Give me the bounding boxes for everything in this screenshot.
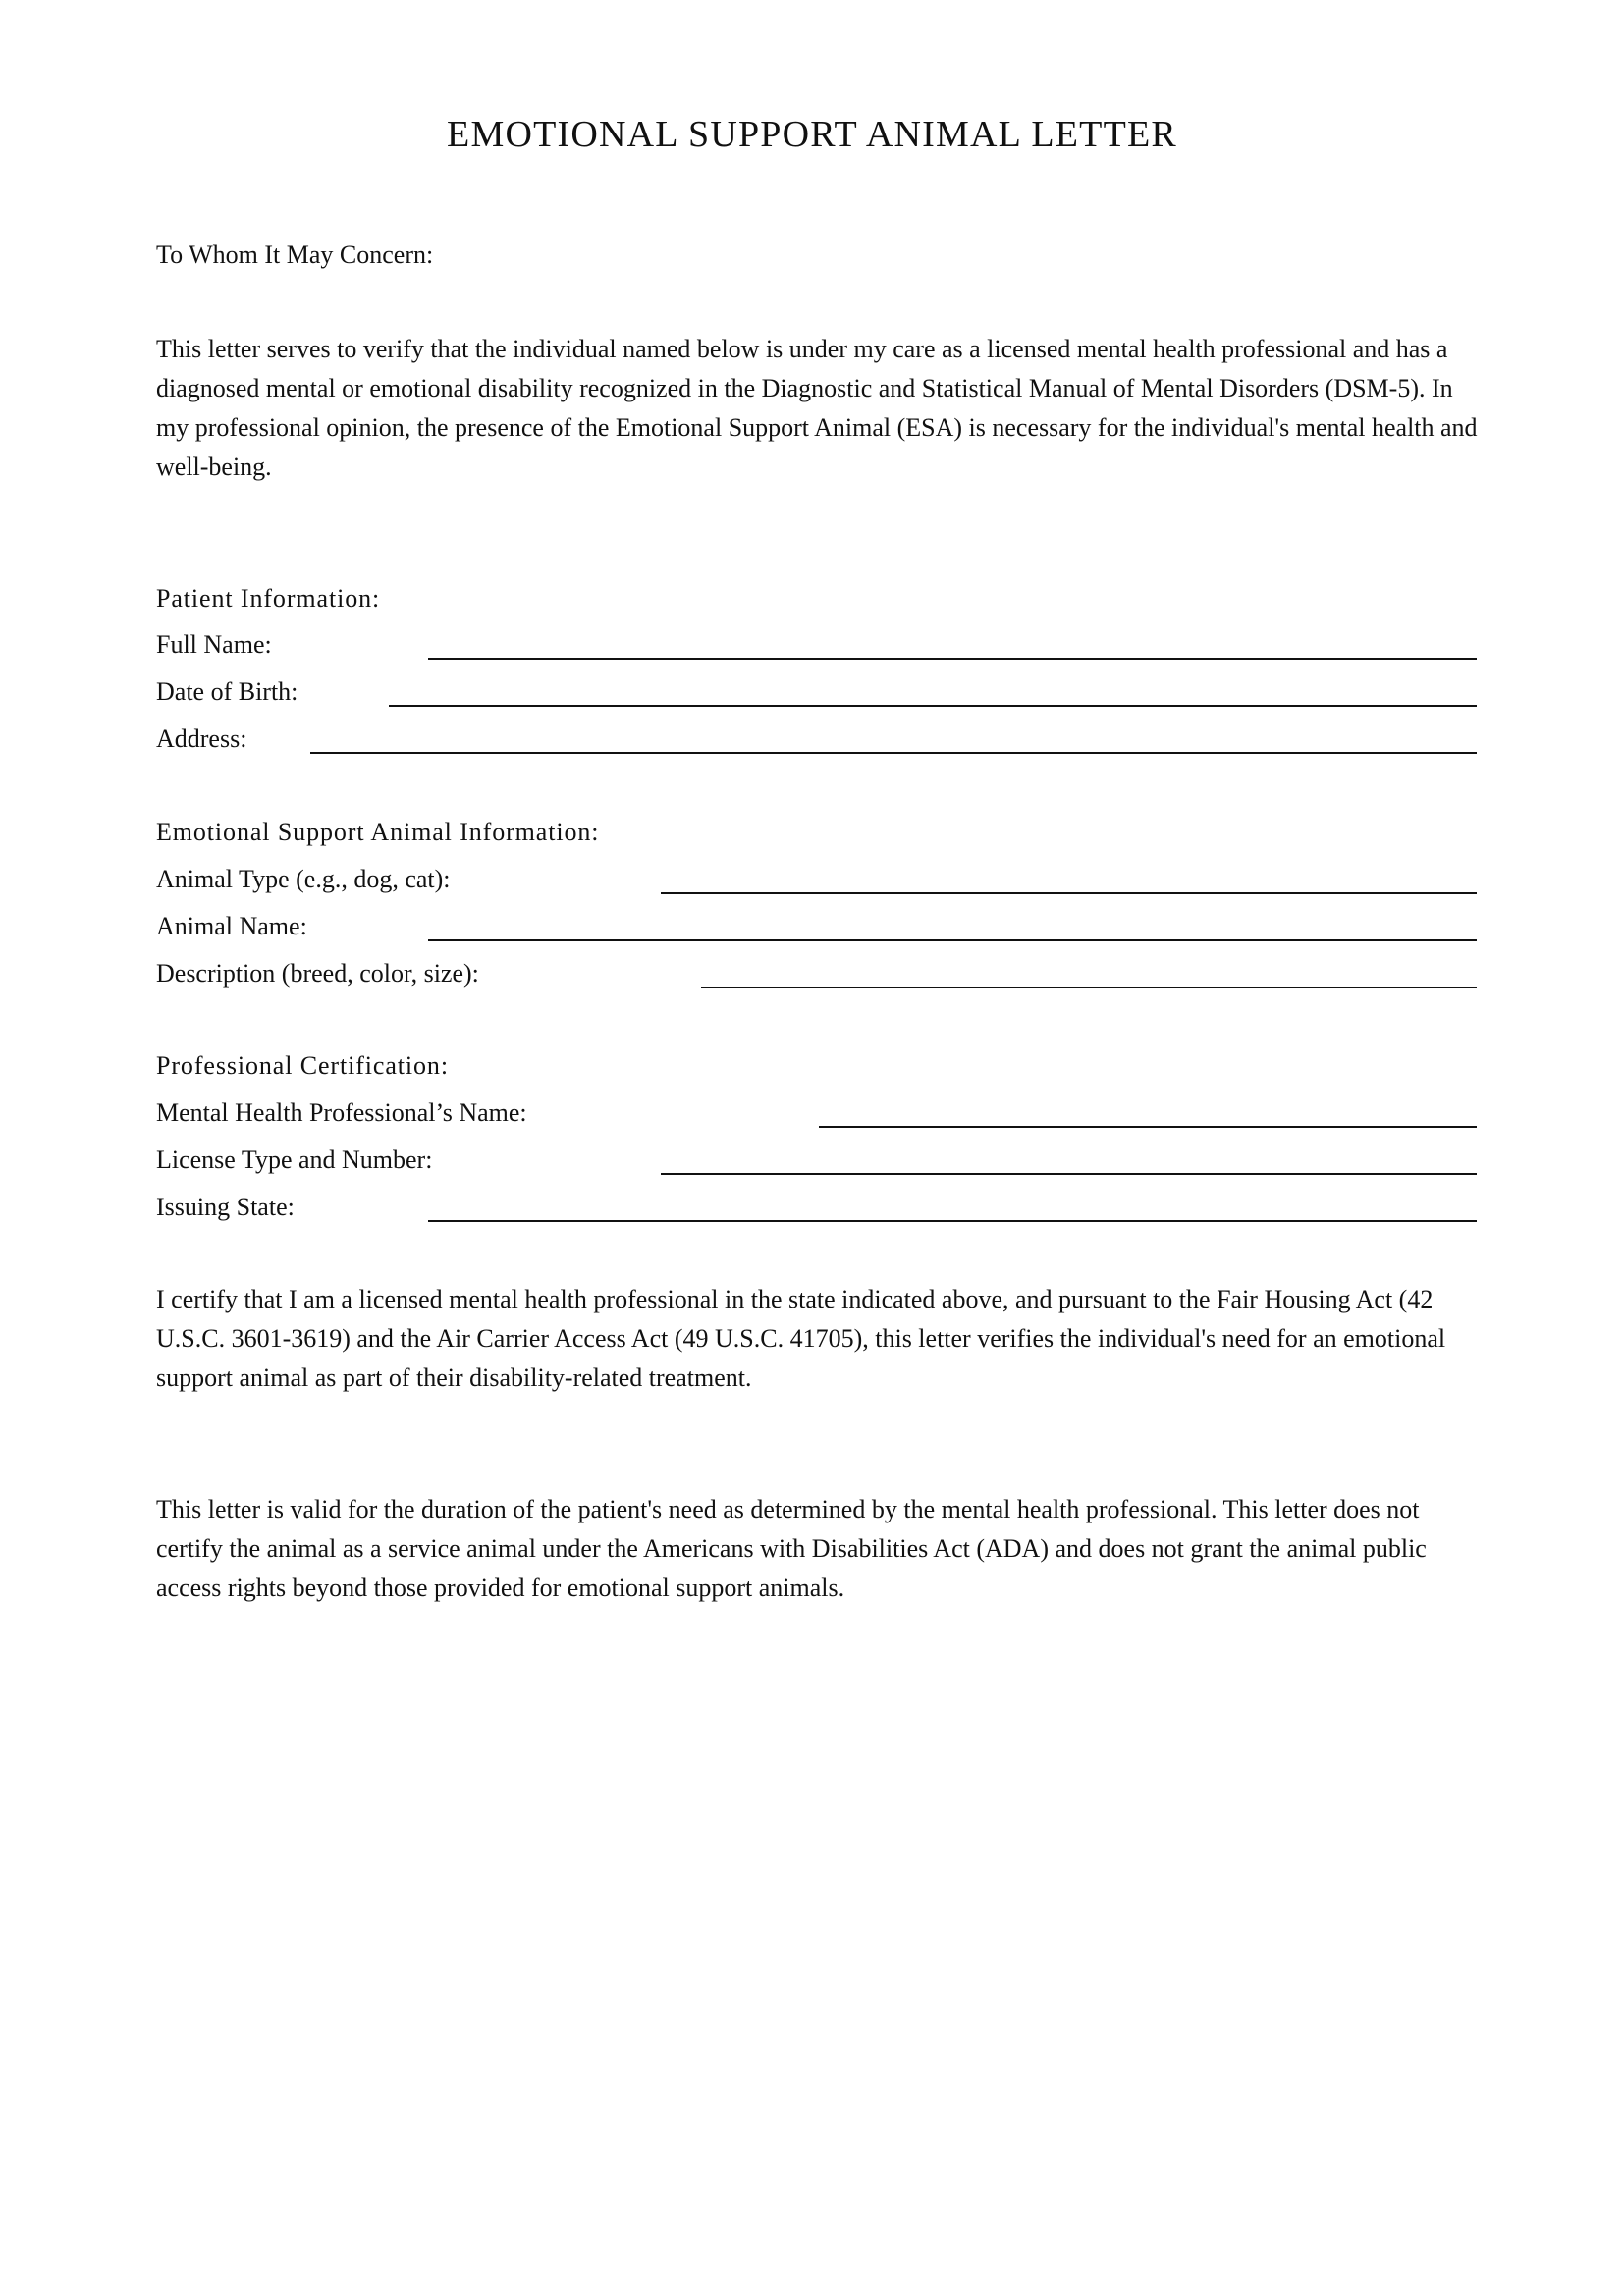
issuing-state-label: Issuing State: bbox=[156, 1193, 295, 1221]
license-field[interactable] bbox=[661, 1173, 1477, 1175]
full-name-label: Full Name: bbox=[156, 630, 272, 659]
professional-cert-heading: Professional Certification: bbox=[156, 1051, 449, 1080]
professional-name-field[interactable] bbox=[819, 1126, 1477, 1128]
animal-type-label: Animal Type (e.g., dog, cat): bbox=[156, 865, 451, 893]
intro-paragraph: This letter serves to verify that the individual named below is under my care as a licensed mental health professional and has a diagnosed mental or emotional disability recognized in the Diagnostic and Statistical Manual of Mental Disorders (DSM-5). In my professional opinion, the presence of the Emotional Support Animal (ESA) is necessary for the individual's mental health and well-being. bbox=[156, 335, 1478, 481]
issuing-state-field[interactable] bbox=[428, 1220, 1477, 1222]
animal-type-field[interactable] bbox=[661, 892, 1477, 894]
date-of-birth-field[interactable] bbox=[389, 705, 1477, 707]
animal-info-heading: Emotional Support Animal Information: bbox=[156, 818, 600, 846]
certification-paragraph: I certify that I am a licensed mental health professional in the state indicated above, and pursuant to the Fair Housing Act (42 U.S.C. 3601-3619) and the Air Carrier Access Act (49 U.S.C. 41705), this letter verifies the individual's need for an emotional support animal as part of their disability-related treatment. bbox=[156, 1285, 1446, 1392]
animal-description-field[interactable] bbox=[701, 987, 1477, 988]
date-of-birth-label: Date of Birth: bbox=[156, 677, 298, 706]
validity-paragraph: This letter is valid for the duration of the patient's need as determined by the mental health professional. This letter does not certify the animal as a service animal under the Americans with Disabilities Act (ADA) and does not grant the animal public access rights beyond those provided for emotional support animals. bbox=[156, 1495, 1427, 1602]
professional-name-label: Mental Health Professional’s Name: bbox=[156, 1098, 527, 1127]
full-name-field[interactable] bbox=[428, 658, 1477, 660]
address-label: Address: bbox=[156, 724, 247, 753]
animal-name-field[interactable] bbox=[428, 939, 1477, 941]
animal-description-label: Description (breed, color, size): bbox=[156, 959, 479, 988]
license-label: License Type and Number: bbox=[156, 1146, 433, 1174]
animal-name-label: Animal Name: bbox=[156, 912, 307, 940]
salutation: To Whom It May Concern: bbox=[156, 240, 434, 269]
patient-info-heading: Patient Information: bbox=[156, 584, 381, 613]
address-field[interactable] bbox=[310, 752, 1477, 754]
document-title: EMOTIONAL SUPPORT ANIMAL LETTER bbox=[447, 114, 1177, 155]
